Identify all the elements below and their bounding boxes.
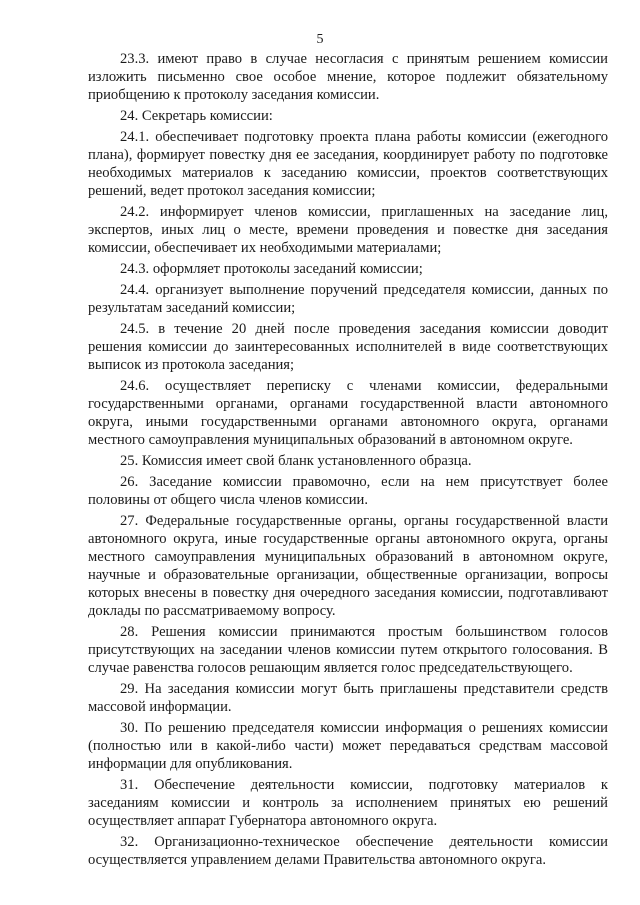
paragraph-27: 27. Федеральные государственные органы, органы государственной власти автономного округа, иные государственные органы автономного округа, органы местного самоуправления муниципальных образований в автономном округе, научные и образовательные организации, общественные организации, вопросы которых внесены в повестку дня очередного заседания комиссии, подготавливают доклады по рассматриваемому вопросу. [88,513,608,619]
paragraph-24-6: 24.6. осуществляет переписку с членами комиссии, федеральными государственными органами, органами государственной власти автономного округа, иными государственными органами автономного округа, органами местного самоуправления муниципальных образований в автономном округе. [88,378,608,448]
paragraph-24-2: 24.2. информирует членов комиссии, приглашенных на заседание лиц, экспертов, иных лиц о месте, времени проведения и повестке дня заседания комиссии, обеспечивает их необходимыми материалами; [88,204,608,256]
paragraph-24-5: 24.5. в течение 20 дней после проведения заседания комиссии доводит решения комиссии до заинтересованных исполнителей в виде соответствующих выписок из протокола заседания; [88,321,608,373]
paragraph-24-4: 24.4. организует выполнение поручений председателя комиссии, данных по результатам заседаний комиссии; [88,282,608,316]
paragraph-24: 24. Секретарь комиссии: [120,108,273,124]
paragraph-32: 32. Организационно-техническое обеспечение деятельности комиссии осуществляется управлением делами Правительства автономного округа. [88,834,608,868]
paragraph-28: 28. Решения комиссии принимаются простым большинством голосов присутствующих на заседании членов комиссии путем открытого голосования. В случае равенства голосов решающим является голос председательствующего. [88,624,608,676]
document-body [88,50,608,872]
paragraph-25: 25. Комиссия имеет свой бланк установленного образца. [120,453,472,469]
paragraph-29: 29. На заседания комиссии могут быть приглашены представители средств массовой информации. [88,681,608,715]
paragraph-24-1: 24.1. обеспечивает подготовку проекта плана работы комиссии (ежегодного плана), формирует повестку дня ее заседания, координирует работу по подготовке необходимых материалов к заседанию комиссии, проектов соответствующих решений, ведет протокол заседания комиссии; [88,129,608,199]
paragraph-26: 26. Заседание комиссии правомочно, если на нем присутствует более половины от общего числа членов комиссии. [88,474,608,508]
paragraph-24-3: 24.3. оформляет протоколы заседаний комиссии; [120,261,423,277]
paragraph-31: 31. Обеспечение деятельности комиссии, подготовку материалов к заседаниям комиссии и контроль за исполнением принятых ею решений осуществляет аппарат Губернатора автономного округа. [88,777,608,829]
page-number: 5 [316,32,324,47]
paragraph-30: 30. По решению председателя комиссии информация о решениях комиссии (полностью или в какой-либо части) может передаваться средствам массовой информации для опубликования. [88,720,608,772]
paragraph-23-3: 23.3. имеют право в случае несогласия с принятым решением комиссии изложить письменно свое особое мнение, которое подлежит обязательному приобщению к протоколу заседания комиссии. [88,51,608,103]
